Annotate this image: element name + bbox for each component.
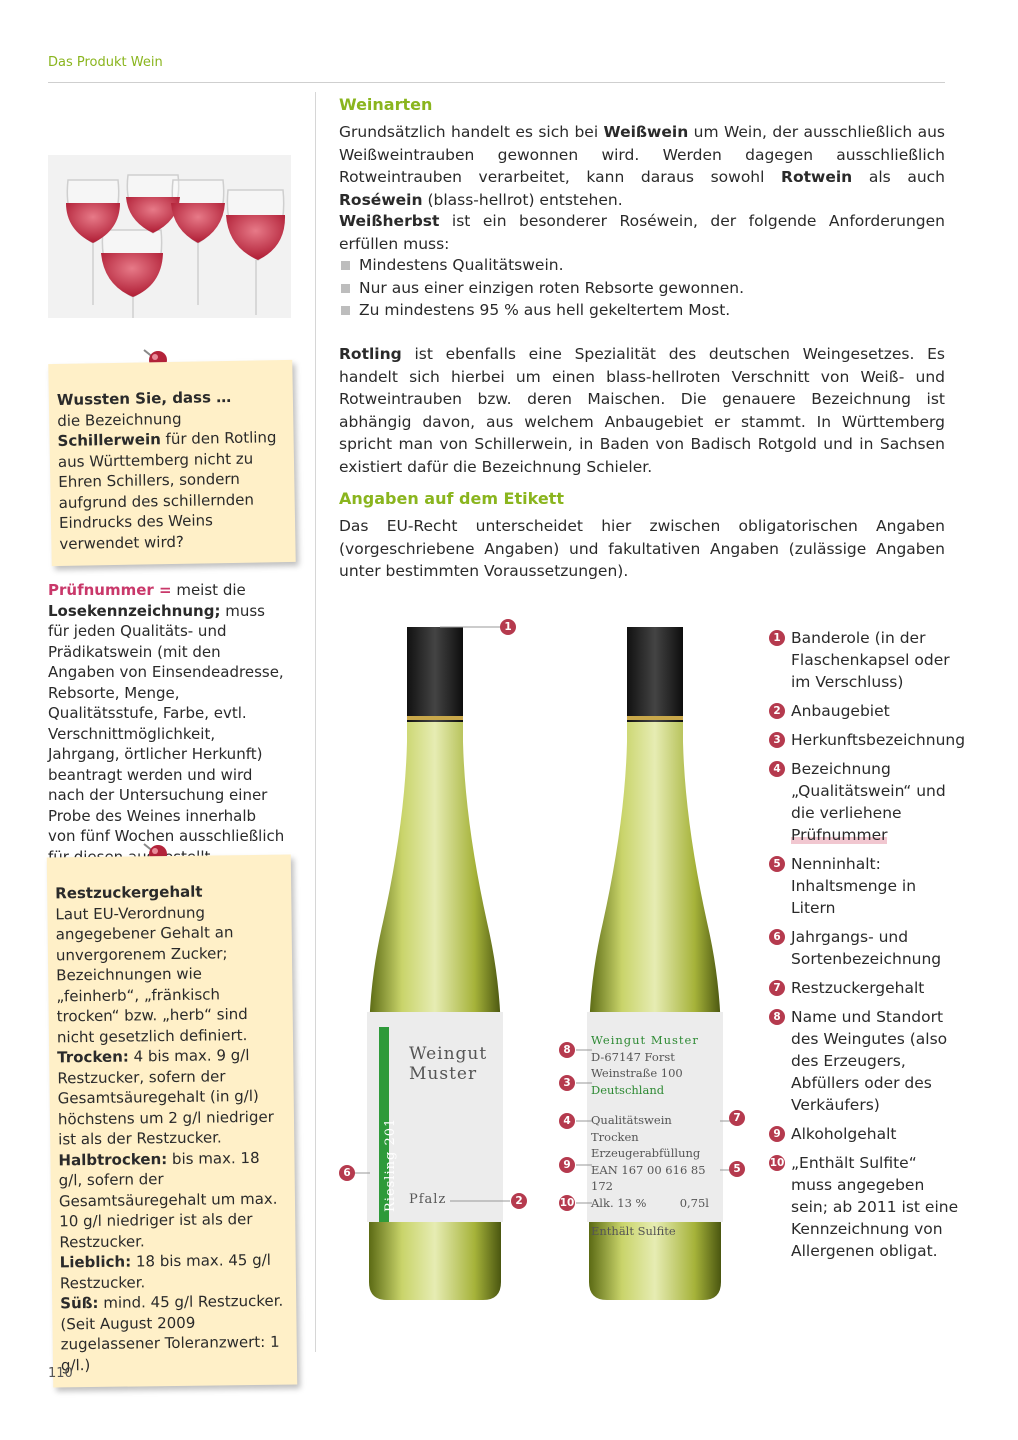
paragraph-rotling: Rotling ist ebenfalls eine Spezialität des deutschen Weingesetzes. Es handelt sich hierbei um einen blass-hellroten Verschnitt von Weiß- und Rotweintrauben bzw. deren Maischen. Die genauere Bezeichnung ist abhängig davon, aus welchem Anbaugebiet er stammt. In Württemberg spricht man von Schillerwein, in Baden von Badisch Rotgold und in Sachsen existiert dafür die Bezeichnung Schieler. <box>339 345 945 476</box>
legend-item: 8 Name und Standort des Weingutes (also des Erzeugers, Abfüllers oder des Verkäufers) <box>769 1006 959 1116</box>
callout-10: 10 <box>559 1197 575 1209</box>
note-dry: Trocken: 4 bis max. 9 g/l Restzucker, sofern der Gesamtsäuregehalt (in g/l) höchstens um 2 g/l niedriger ist als der Restzucker. <box>57 1046 274 1149</box>
list-item: Mindestens Qualitätswein. <box>339 254 945 277</box>
list-item: Zu mindestens 95 % aus hell gekeltertem Most. <box>339 299 945 322</box>
legend-item: 1 Banderole (in der Flaschenkapsel oder im Verschluss) <box>769 627 959 693</box>
wine-glasses-photo <box>48 155 291 318</box>
note-medium: Lieblich: 18 bis max. 45 g/l Restzucker. <box>59 1250 272 1292</box>
callout-5: 5 <box>729 1161 745 1177</box>
running-header: Das Produkt Wein <box>48 55 163 70</box>
list-item: Nur aus einer einzigen roten Rebsorte gewonnen. <box>339 277 945 300</box>
legend-item: 7 Restzuckergehalt <box>769 977 959 999</box>
callout-7: 7 <box>729 1110 745 1126</box>
residual-sugar-note <box>47 855 297 1388</box>
did-you-know-note <box>48 360 295 566</box>
legend-item: 10 „Enthält Sulfite“ muss angegeben sein; ab 2011 ist eine Kennzeichnung von Allergenen obligat. <box>769 1154 959 1260</box>
heading-weinarten: Weinarten <box>339 95 433 114</box>
note-title: Wussten Sie, dass … <box>56 387 232 409</box>
paragraph-weissherbst: Weißherbst ist ein besonderer Roséwein, der folgende Anforderungen erfüllen muss: <box>339 212 945 253</box>
callout-legend <box>769 627 966 1269</box>
note-intro: Laut EU-Verordnung angegebener Gehalt an unvergorenem Zucker; Bezeichnungen wie „feinherb“, „fränkisch trocken“ bzw. „herb“ sind nicht gesetzlich definiert. <box>55 903 248 1046</box>
back-label: Weingut Muster D-67147 Forst Weinstraße 100 Deutschland Qualitätswein Trocken Erzeugerabfüllung EAN 167 00 616 85 172 Alk. 13 % 0,75l Enthält Sulfite <box>591 1033 709 1238</box>
callout-lines <box>330 600 770 1240</box>
label-brand: Weingut Muster <box>409 1044 488 1084</box>
paragraph-label-info: Das EU-Recht unterscheidet hier zwischen obligatorischen Angaben (vorgeschriebene Angaben) und fakultativen Angaben (zulässige Angaben unter bestimmten Voraussetzungen). <box>339 517 945 580</box>
legend-item: 5 Nenninhalt: Inhaltsmenge in Litern <box>769 853 959 919</box>
legend-item: 4 Bezeichnung „Qualitätswein“ und die verliehene Prüfnummer <box>769 758 959 846</box>
requirements-list <box>339 254 945 322</box>
column-divider <box>315 92 316 1352</box>
heading-etikett: Angaben auf dem Etikett <box>339 489 564 508</box>
note-sweet: Süß: mind. 45 g/l Restzucker. (Seit August 2009 zugelassener Toleranzwert: 1 g/l.) <box>60 1291 284 1374</box>
label-variety: Riesling 201 <box>383 1117 398 1212</box>
note-semi-dry: Halbtrocken: bis max. 18 g/l, sofern der Gesamtsäuregehalt um max. 10 g/l niedriger ist als der Restzucker. <box>58 1148 278 1251</box>
callout-3: 3 <box>559 1075 575 1091</box>
legend-item: 9 Alkoholgehalt <box>769 1123 959 1145</box>
highlighted-term: Prüfnummer <box>791 826 888 844</box>
note-body: die Bezeichnung Schillerwein für den Rotling aus Württemberg nicht zu Ehren Schillers, sondern aufgrund des schillernden Eindrucks des Weins verwendet wird? <box>57 409 277 553</box>
note-title: Restzuckergehalt <box>55 882 203 903</box>
legend-item: 3 Herkunftsbezeichnung <box>769 729 959 751</box>
pruefnummer-definition: Prüfnummer = meist die Losekennzeichnung; muss für jeden Qualitäts- und Prädikatswein (mit den Angaben von Einsendeadresse, Rebsorte, Menge, Qualitätsstufe, Farbe, evtl. Verschnittmöglichkeit, Jahrgang, örtlicher Herkunft) beantragt werden und wird nach der Untersuchung einer Probe des Weines innerhalb von fünf Wochen ausschließlich <box>48 581 285 845</box>
callout-4: 4 <box>559 1113 575 1129</box>
page-number: 110 <box>48 1366 73 1381</box>
callout-6: 6 <box>339 1165 355 1181</box>
callout-1: 1 <box>500 619 516 635</box>
paragraph-wine-types: Grundsätzlich handelt es sich bei Weißwein um Wein, der ausschließlich aus Weißweintrauben gewonnen wird. Werden dagegen ausschließlich Rotweintrauben verarbeitet, kann daraus sowohl Rotwein als auch Roséwein (blass-hellrot) entstehen. <box>339 123 945 209</box>
callout-9: 9 <box>559 1157 575 1173</box>
header-divider <box>48 82 945 83</box>
callout-8: 8 <box>559 1042 575 1058</box>
label-region: Pfalz <box>409 1192 447 1207</box>
legend-item: 2 Anbaugebiet <box>769 700 959 722</box>
callout-2: 2 <box>511 1193 527 1209</box>
legend-item: 6 Jahrgangs- und Sortenbezeichnung <box>769 926 959 970</box>
